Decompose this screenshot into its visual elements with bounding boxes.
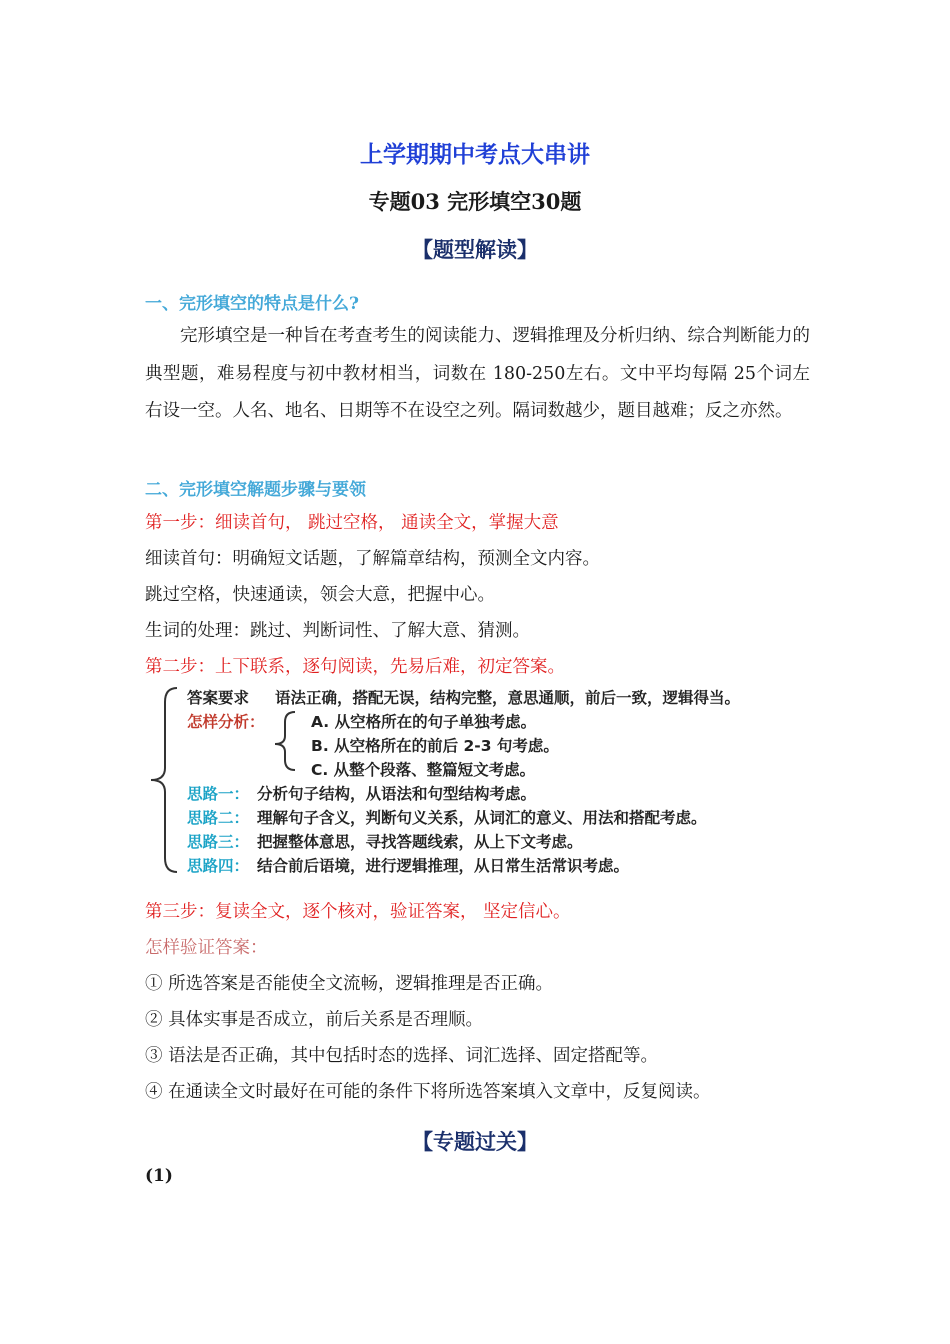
item-number: (1) xyxy=(145,1166,173,1186)
step1-heading: 第一步：细读首句， 跳过空格， 通读全文，掌握大意 xyxy=(145,513,559,533)
step3-heading: 第三步：复读全文，逐个核对，验证答案， 坚定信心。 xyxy=(145,902,571,922)
idea-text: 理解句子含义，判断句义关系，从词汇的意义、用法和搭配考虑。 xyxy=(257,809,707,827)
verify-heading: 怎样验证答案： xyxy=(145,938,268,958)
idea-label: 思路三： xyxy=(187,833,250,851)
how-item: C. 从整个段落、整篇短文考虑。 xyxy=(311,761,536,779)
section1-paragraph: 完形填空是一种旨在考查考生的阅读能力、逻辑推理及分析归纳、综合判断能力的典型题，难易程度与初中教材相当，词数在 180-250左右。文中平均每隔 25个词左右设一空。人名、地名、日期等不在设空之列。隔词数越少，题目越难；反之亦然。 xyxy=(145,326,810,421)
idea-text: 分析句子结构，从语法和句型结构考虑。 xyxy=(257,785,537,803)
analysis-diagram xyxy=(145,682,805,878)
answer-req-text: 语法正确，搭配无误，结构完整，意思通顺，前后一致，逻辑得当。 xyxy=(275,689,741,707)
answer-req-label: 答案要求 xyxy=(187,689,250,707)
verify-item: ① 所选答案是否能使全文流畅，逻辑推理是否正确。 xyxy=(145,974,554,994)
verify-item: ③ 语法是否正确，其中包括时态的选择、词汇选择、固定搭配等。 xyxy=(145,1046,659,1066)
idea-label: 思路四： xyxy=(187,857,250,875)
step1-line: 生词的处理：跳过、判断词性、了解大意、猜测。 xyxy=(145,621,530,641)
main-title: 上学期期中考点大串讲 xyxy=(360,141,590,168)
idea-text: 把握整体意思，寻找答题线索，从上下文考虑。 xyxy=(257,833,583,851)
idea-label: 思路二： xyxy=(187,809,250,827)
how-label: 怎样分析： xyxy=(187,713,265,731)
verify-item: ④ 在通读全文时最好在可能的条件下将所选答案填入文章中，反复阅读。 xyxy=(145,1082,711,1102)
subtitle: 专题03 完形填空30题 xyxy=(368,189,582,214)
step2-heading: 第二步：上下联系，逐句阅读，先易后难，初定答案。 xyxy=(145,657,565,677)
section-head-interpretation: 【题型解读】 xyxy=(412,237,538,262)
section-head-practice: 【专题过关】 xyxy=(412,1129,538,1154)
idea-text: 结合前后语境，进行逻辑推理，从日常生活常识考虑。 xyxy=(257,857,630,875)
section2-heading: 二、完形填空解题步骤与要领 xyxy=(145,480,366,500)
section1-heading: 一、完形填空的特点是什么? xyxy=(145,294,359,314)
step1-line: 细读首句：明确短文话题，了解篇章结构，预测全文内容。 xyxy=(145,549,600,569)
how-item: B. 从空格所在的前后 2-3 句考虑。 xyxy=(311,737,559,755)
how-item: A. 从空格所在的句子单独考虑。 xyxy=(311,713,537,731)
idea-label: 思路一： xyxy=(187,785,250,803)
step1-line: 跳过空格，快速通读，领会大意，把握中心。 xyxy=(145,585,495,605)
verify-item: ② 具体实事是否成立，前后关系是否理顺。 xyxy=(145,1010,484,1030)
